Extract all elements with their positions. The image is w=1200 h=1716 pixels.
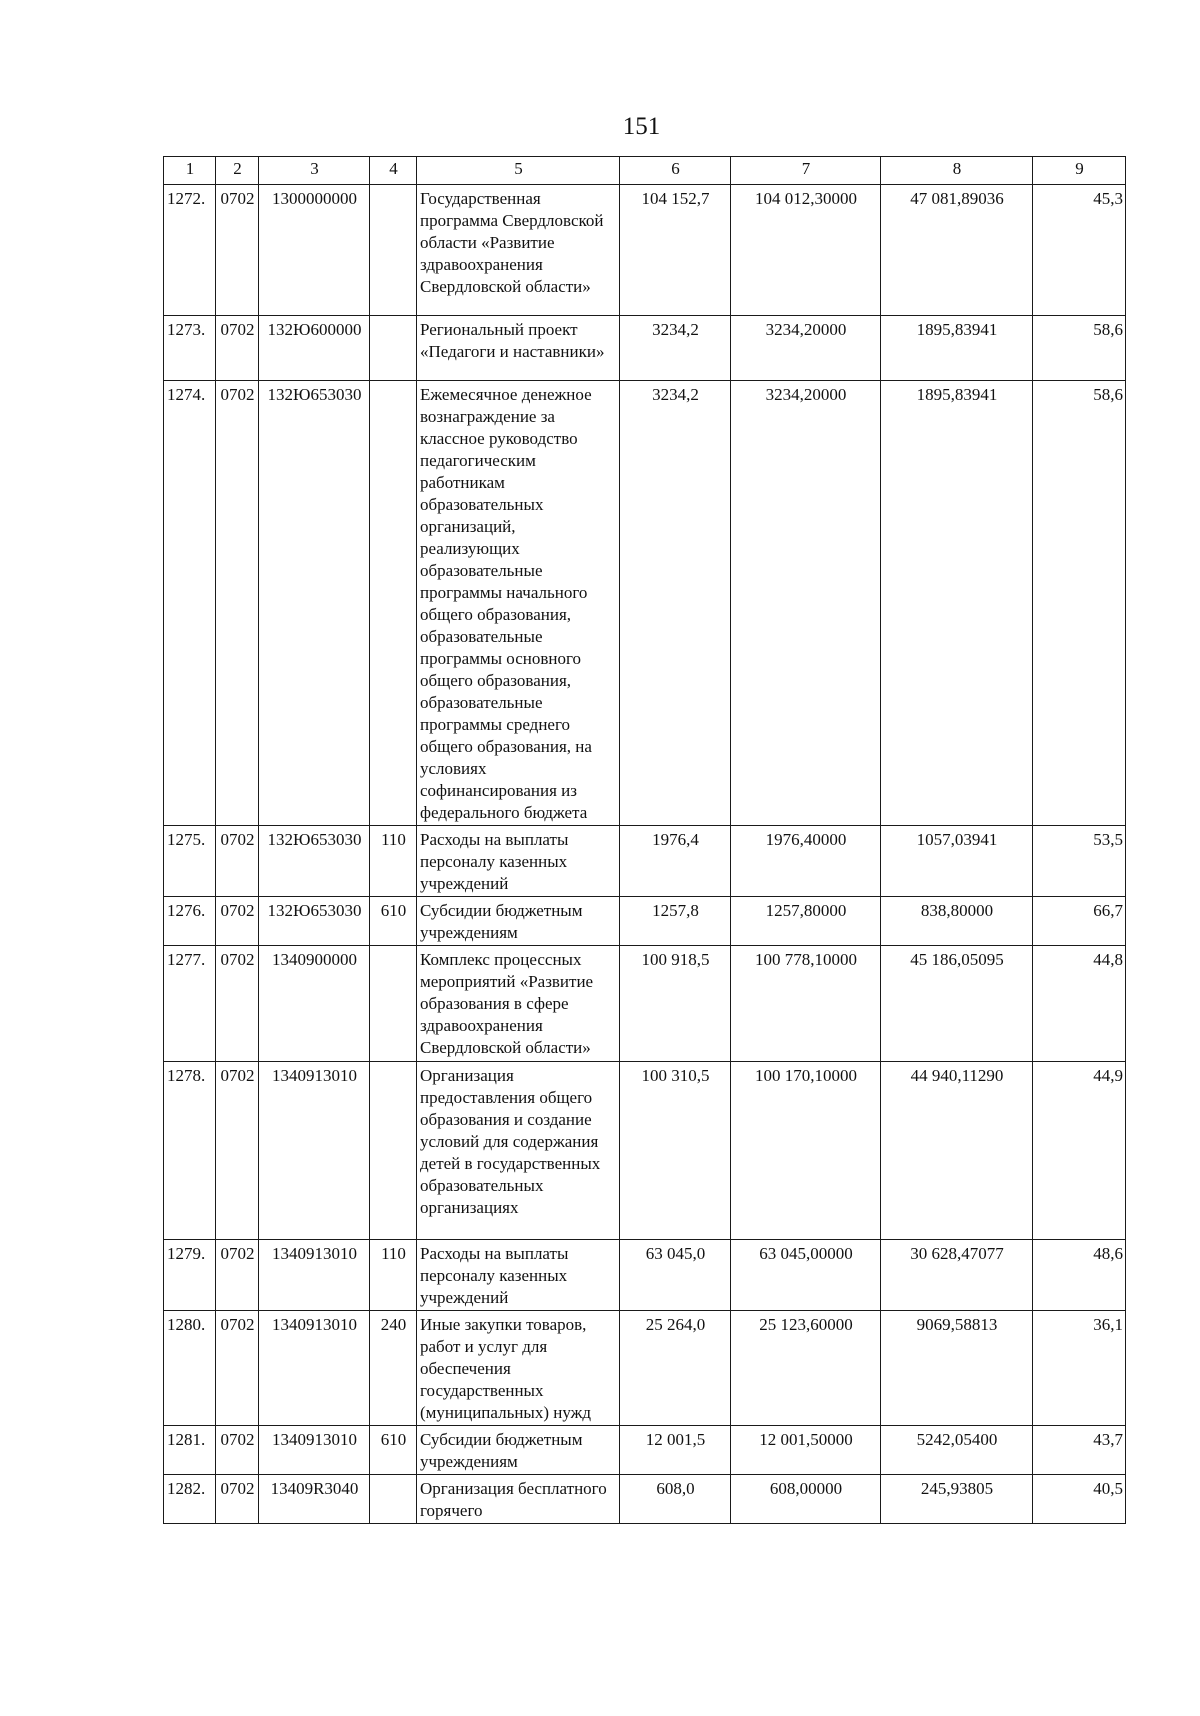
percent-cell: 45,3 <box>1033 185 1126 316</box>
planned-amount-cell: 25 123,60000 <box>731 1311 881 1426</box>
section-code-cell: 0702 <box>216 1311 259 1426</box>
expense-type-cell: 240 <box>370 1311 417 1426</box>
executed-amount-cell: 245,93805 <box>881 1475 1033 1524</box>
approved-amount-cell: 104 152,7 <box>620 185 731 316</box>
percent-cell: 58,6 <box>1033 381 1126 826</box>
row-number-cell: 1274. <box>164 381 216 826</box>
table-row <box>164 381 1126 826</box>
section-code-cell: 0702 <box>216 897 259 946</box>
target-article-cell: 1340913010 <box>259 1062 370 1240</box>
expense-type-cell <box>370 946 417 1062</box>
row-number-cell: 1273. <box>164 316 216 381</box>
description-cell: Ежемесячное денежное вознаграждение за классное руководство педагогическим работникам образовательных организаций, реализующих образовательные программы начального общего образования, образовательные программы основного общего образования, образовательные программы среднего общего образования, на условиях софинансирования из федерального бюджета <box>417 381 620 826</box>
target-article-cell: 1300000000 <box>259 185 370 316</box>
section-code-cell: 0702 <box>216 1475 259 1524</box>
description-cell: Региональный проект «Педагоги и наставники» <box>417 316 620 381</box>
header-cell: 6 <box>620 157 731 185</box>
page-number: 151 <box>622 113 661 140</box>
description-cell: Субсидии бюджетным учреждениям <box>417 1426 620 1475</box>
target-article-cell: 132Ю653030 <box>259 381 370 826</box>
row-number-cell: 1272. <box>164 185 216 316</box>
table-row <box>164 1311 1126 1426</box>
row-number-cell: 1280. <box>164 1311 216 1426</box>
target-article-cell: 1340913010 <box>259 1240 370 1311</box>
target-article-cell: 1340900000 <box>259 946 370 1062</box>
expense-type-cell <box>370 1475 417 1524</box>
header-cell: 4 <box>370 157 417 185</box>
table-row <box>164 1062 1126 1240</box>
approved-amount-cell: 3234,2 <box>620 381 731 826</box>
section-code-cell: 0702 <box>216 316 259 381</box>
row-number-cell: 1279. <box>164 1240 216 1311</box>
header-cell: 2 <box>216 157 259 185</box>
description-cell: Субсидии бюджетным учреждениям <box>417 897 620 946</box>
row-number-cell: 1276. <box>164 897 216 946</box>
percent-cell: 44,8 <box>1033 946 1126 1062</box>
section-code-cell: 0702 <box>216 1240 259 1311</box>
executed-amount-cell: 1057,03941 <box>881 826 1033 897</box>
target-article-cell: 13409R3040 <box>259 1475 370 1524</box>
target-article-cell: 1340913010 <box>259 1311 370 1426</box>
approved-amount-cell: 608,0 <box>620 1475 731 1524</box>
header-cell: 7 <box>731 157 881 185</box>
percent-cell: 36,1 <box>1033 1311 1126 1426</box>
description-cell: Иные закупки товаров, работ и услуг для обеспечения государственных (муниципальных) нужд <box>417 1311 620 1426</box>
description-cell: Комплекс процессных мероприятий «Развитие образования в сфере здравоохранения Свердловской области» <box>417 946 620 1062</box>
table-row <box>164 1426 1126 1475</box>
budget-table <box>163 156 1126 1524</box>
approved-amount-cell: 12 001,5 <box>620 1426 731 1475</box>
table-header-row <box>164 157 1126 185</box>
section-code-cell: 0702 <box>216 1426 259 1475</box>
executed-amount-cell: 1895,83941 <box>881 381 1033 826</box>
planned-amount-cell: 1976,40000 <box>731 826 881 897</box>
description-cell: Организация бесплатного горячего <box>417 1475 620 1524</box>
target-article-cell: 132Ю600000 <box>259 316 370 381</box>
executed-amount-cell: 1895,83941 <box>881 316 1033 381</box>
section-code-cell: 0702 <box>216 1062 259 1240</box>
section-code-cell: 0702 <box>216 381 259 826</box>
row-number-cell: 1281. <box>164 1426 216 1475</box>
expense-type-cell: 610 <box>370 897 417 946</box>
approved-amount-cell: 25 264,0 <box>620 1311 731 1426</box>
header-cell: 1 <box>164 157 216 185</box>
header-cell: 8 <box>881 157 1033 185</box>
header-cell: 3 <box>259 157 370 185</box>
target-article-cell: 132Ю653030 <box>259 897 370 946</box>
percent-cell: 58,6 <box>1033 316 1126 381</box>
description-cell: Государственная программа Свердловской области «Развитие здравоохранения Свердловской области» <box>417 185 620 316</box>
executed-amount-cell: 9069,58813 <box>881 1311 1033 1426</box>
row-number-cell: 1275. <box>164 826 216 897</box>
approved-amount-cell: 100 918,5 <box>620 946 731 1062</box>
target-article-cell: 1340913010 <box>259 1426 370 1475</box>
section-code-cell: 0702 <box>216 185 259 316</box>
planned-amount-cell: 12 001,50000 <box>731 1426 881 1475</box>
executed-amount-cell: 44 940,11290 <box>881 1062 1033 1240</box>
table-row <box>164 1475 1126 1524</box>
approved-amount-cell: 1976,4 <box>620 826 731 897</box>
percent-cell: 66,7 <box>1033 897 1126 946</box>
percent-cell: 43,7 <box>1033 1426 1126 1475</box>
description-cell: Организация предоставления общего образования и создание условий для содержания детей в государственных образовательных организациях <box>417 1062 620 1240</box>
row-number-cell: 1277. <box>164 946 216 1062</box>
planned-amount-cell: 63 045,00000 <box>731 1240 881 1311</box>
expense-type-cell <box>370 185 417 316</box>
target-article-cell: 132Ю653030 <box>259 826 370 897</box>
expense-type-cell: 110 <box>370 1240 417 1311</box>
table-row <box>164 316 1126 381</box>
percent-cell: 53,5 <box>1033 826 1126 897</box>
planned-amount-cell: 1257,80000 <box>731 897 881 946</box>
percent-cell: 40,5 <box>1033 1475 1126 1524</box>
header-cell: 9 <box>1033 157 1126 185</box>
table-row <box>164 946 1126 1062</box>
description-cell: Расходы на выплаты персоналу казенных учреждений <box>417 826 620 897</box>
expense-type-cell: 110 <box>370 826 417 897</box>
approved-amount-cell: 63 045,0 <box>620 1240 731 1311</box>
percent-cell: 48,6 <box>1033 1240 1126 1311</box>
executed-amount-cell: 5242,05400 <box>881 1426 1033 1475</box>
executed-amount-cell: 30 628,47077 <box>881 1240 1033 1311</box>
section-code-cell: 0702 <box>216 826 259 897</box>
approved-amount-cell: 1257,8 <box>620 897 731 946</box>
header-cell: 5 <box>417 157 620 185</box>
expense-type-cell <box>370 316 417 381</box>
table-row <box>164 1240 1126 1311</box>
planned-amount-cell: 3234,20000 <box>731 381 881 826</box>
planned-amount-cell: 608,00000 <box>731 1475 881 1524</box>
approved-amount-cell: 100 310,5 <box>620 1062 731 1240</box>
planned-amount-cell: 3234,20000 <box>731 316 881 381</box>
executed-amount-cell: 45 186,05095 <box>881 946 1033 1062</box>
expense-type-cell: 610 <box>370 1426 417 1475</box>
table-row <box>164 185 1126 316</box>
planned-amount-cell: 100 778,10000 <box>731 946 881 1062</box>
executed-amount-cell: 838,80000 <box>881 897 1033 946</box>
planned-amount-cell: 100 170,10000 <box>731 1062 881 1240</box>
section-code-cell: 0702 <box>216 946 259 1062</box>
row-number-cell: 1278. <box>164 1062 216 1240</box>
table-row <box>164 826 1126 897</box>
percent-cell: 44,9 <box>1033 1062 1126 1240</box>
executed-amount-cell: 47 081,89036 <box>881 185 1033 316</box>
planned-amount-cell: 104 012,30000 <box>731 185 881 316</box>
expense-type-cell <box>370 381 417 826</box>
approved-amount-cell: 3234,2 <box>620 316 731 381</box>
description-cell: Расходы на выплаты персоналу казенных учреждений <box>417 1240 620 1311</box>
table-row <box>164 897 1126 946</box>
expense-type-cell <box>370 1062 417 1240</box>
row-number-cell: 1282. <box>164 1475 216 1524</box>
